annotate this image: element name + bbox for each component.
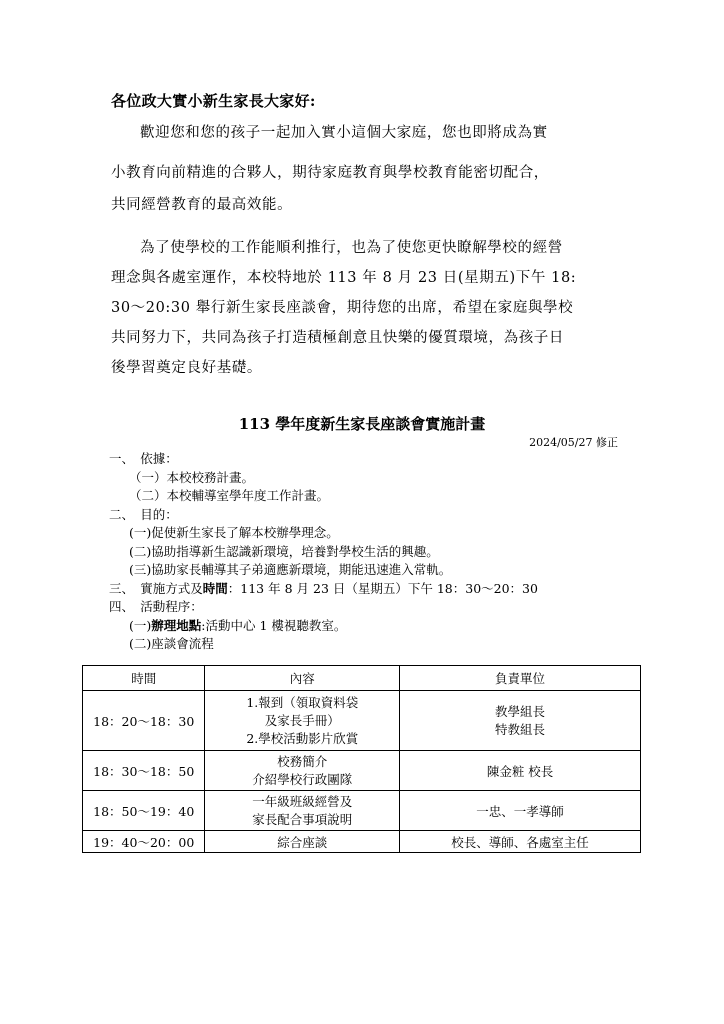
paragraph-line: 小教育向前精進的合夥人，期待家庭教育與學校教育能密切配合，	[111, 165, 549, 181]
section-3-rest: ：113 年 8 月 23 日（星期五）下午 18：30～20：30	[227, 580, 538, 596]
plan-outline	[109, 450, 538, 654]
section-heading: 一、 依據：	[109, 451, 178, 466]
section-item: (一)促使新生家長了解本校辦學理念。	[129, 525, 339, 540]
paragraph-line: 共同經營教育的最高效能。	[111, 197, 293, 213]
cell-line: 介紹學校行政團隊	[252, 771, 353, 787]
table-row	[83, 691, 641, 751]
paragraph-line: 為了使學校的工作能順利推行，也為了使您更快瞭解學校的經營	[140, 240, 563, 256]
letter-paragraph-1	[111, 120, 621, 218]
section-3-prefix: 三、 實施方式及	[109, 580, 203, 596]
section-item	[109, 617, 538, 636]
section-heading-3	[109, 580, 538, 599]
cell-unit: 一忠、一孝導師	[400, 791, 641, 831]
venue-label: 辦理地點	[151, 617, 202, 633]
schedule-table	[82, 665, 641, 853]
section-3-bold: 時間	[202, 580, 228, 596]
section-item: (三)協助家長輔導其子弟適應新環境，期能迅速進入常軌。	[129, 562, 452, 577]
cell-time: 18：30～18：50	[83, 751, 205, 791]
paragraph-line: 歡迎您和您的孩子一起加入實小這個大家庭，您也即將成為實	[140, 125, 548, 141]
item-prefix: (一)	[129, 617, 152, 633]
revision-date: 2024/05/27 修正	[529, 436, 618, 449]
section-heading: 四、 活動程序：	[109, 599, 203, 614]
cell-content	[205, 751, 400, 791]
table-row	[83, 791, 641, 831]
cell-unit: 陳金粧 校長	[400, 751, 641, 791]
table-header-row	[83, 666, 641, 691]
header-time: 時間	[83, 666, 205, 691]
cell-line: 2.學校活動影片欣賞	[246, 730, 359, 746]
cell-line: 教學組長	[495, 703, 546, 719]
paragraph-line: 30～20:30 舉行新生家長座談會，期待您的出席，希望在家庭與學校	[111, 300, 574, 316]
cell-line: 及家長手冊）	[264, 712, 340, 728]
paragraph-line: 後學習奠定良好基礎。	[111, 360, 262, 376]
plan-title: 113 學年度新生家長座談會實施計畫	[238, 415, 486, 433]
cell-unit: 校長、導師、各處室主任	[400, 831, 641, 853]
header-content: 內容	[205, 666, 400, 691]
cell-time: 19：40～20：00	[83, 831, 205, 853]
paragraph-line: 共同努力下，共同為孩子打造積極創意且快樂的優質環境，為孩子日	[111, 330, 564, 346]
cell-line: 家長配合事項說明	[252, 811, 353, 827]
section-item: （一）本校校務計畫。	[129, 469, 255, 485]
table-row	[83, 831, 641, 853]
cell-line: 校務簡介	[277, 753, 328, 769]
section-item: (二)座談會流程	[129, 636, 214, 651]
cell-time: 18：20～18：30	[83, 691, 205, 751]
table-row	[83, 751, 641, 791]
letter-paragraph-2	[111, 233, 621, 383]
section-item: （二）本校輔導室學年度工作計畫。	[129, 488, 330, 503]
cell-content	[205, 791, 400, 831]
header-unit: 負責單位	[400, 666, 641, 691]
section-heading: 二、 目的：	[109, 506, 178, 522]
section-item: (二)協助指導新生認識新環境，培養對學校生活的興趣。	[129, 543, 439, 559]
cell-line: 1.報到（領取資料袋	[246, 694, 359, 710]
venue-value: :活動中心 1 樓視聽教室。	[201, 617, 347, 633]
cell-unit	[400, 691, 641, 751]
cell-time: 18：50～19：40	[83, 791, 205, 831]
cell-content: 綜合座談	[205, 831, 400, 853]
cell-content	[205, 691, 400, 751]
cell-line: 一年級班級經營及	[252, 793, 353, 809]
cell-line: 特教組長	[495, 721, 546, 737]
paragraph-line: 理念與各處室運作，本校特地於 113 年 8 月 23 日(星期五)下午 18:	[111, 270, 577, 286]
letter-greeting: 各位政大實小新生家長大家好:	[111, 92, 316, 110]
